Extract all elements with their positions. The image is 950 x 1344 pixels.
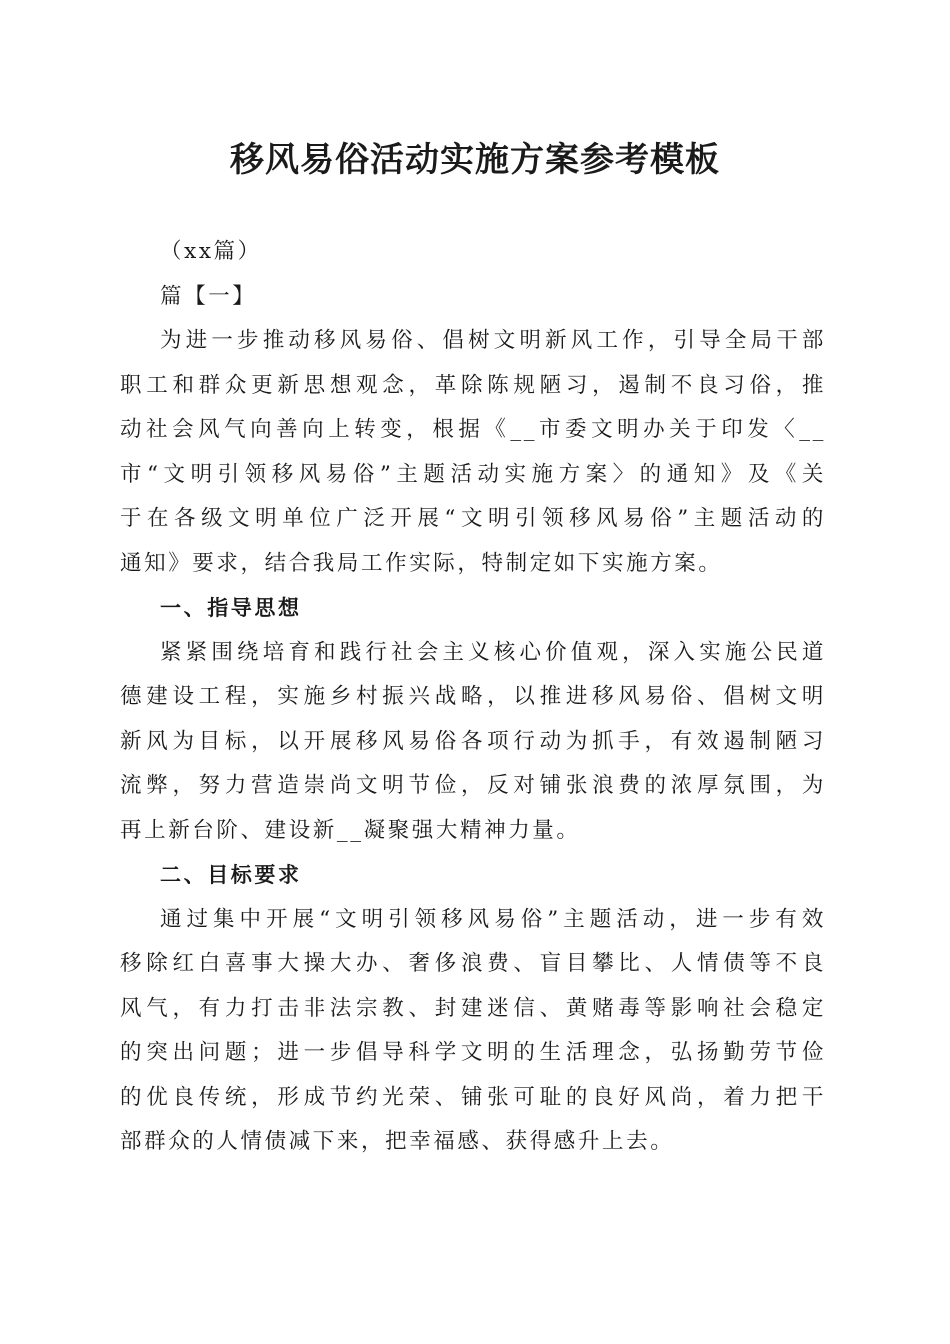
- paragraph-line: 通知》要求，结合我局工作实际，特制定如下实施方案。: [120, 550, 723, 576]
- paragraph-line: 市“文明引领移风易俗”主题活动实施方案〉的通知》及《关: [120, 461, 826, 487]
- intro-paragraph: [120, 319, 826, 586]
- paragraph-line: 通过集中开展“文明引领移风易俗”主题活动，进一步有效: [160, 906, 826, 932]
- paragraph-line: 风气，有力打击非法宗教、封建迷信、黄赌毒等影响社会稳定: [120, 995, 826, 1021]
- section-heading-goals: 二、目标要求: [160, 863, 302, 887]
- paragraph-line: 部群众的人情债减下来，把幸福感、获得感升上去。: [120, 1129, 675, 1154]
- paragraph-line: 新风为目标，以开展移风易俗各项行动为抓手，有效遏制陋习: [120, 728, 826, 754]
- paragraph-line: 移除红白喜事大操大办、奢侈浪费、盲目攀比、人情债等不良: [120, 951, 826, 976]
- subtitle: （xx篇）: [160, 239, 262, 264]
- paragraph-line: 流弊，努力营造崇尚文明节俭，反对铺张浪费的浓厚氛围，为: [120, 773, 826, 798]
- section1-paragraph: [120, 631, 826, 854]
- paragraph-line: 再上新台阶、建设新__凝聚强大精神力量。: [120, 817, 581, 843]
- paragraph-line: 动社会风气向善向上转变，根据《__市委文明办关于印发〈__: [120, 417, 826, 442]
- paragraph-line: 于在各级文明单位广泛开展“文明引领移风易俗”主题活动的: [120, 506, 826, 531]
- paragraph-line: 的突出问题；进一步倡导科学文明的生活理念，弘扬勤劳节俭: [120, 1040, 826, 1065]
- paragraph-line: 职工和群众更新思想观念，革除陈规陋习，遏制不良习俗，推: [120, 372, 826, 398]
- paragraph-line: 的优良传统，形成节约光荣、铺张可耻的良好风尚，着力把干: [120, 1084, 826, 1110]
- section2-paragraph: [120, 898, 826, 1165]
- paragraph-line: 为进一步推动移风易俗、倡树文明新风工作，引导全局干部: [160, 328, 826, 353]
- paragraph-line: 紧紧围绕培育和践行社会主义核心价值观，深入实施公民道: [160, 639, 826, 665]
- section-heading-guiding-ideology: 一、指导思想: [160, 596, 302, 620]
- part-label: 篇【一】: [160, 283, 257, 309]
- document-title: 移风易俗活动实施方案参考模板: [230, 140, 720, 180]
- document-body: [120, 230, 826, 1165]
- paragraph-line: 德建设工程，实施乡村振兴战略，以推进移风易俗、倡树文明: [120, 684, 826, 709]
